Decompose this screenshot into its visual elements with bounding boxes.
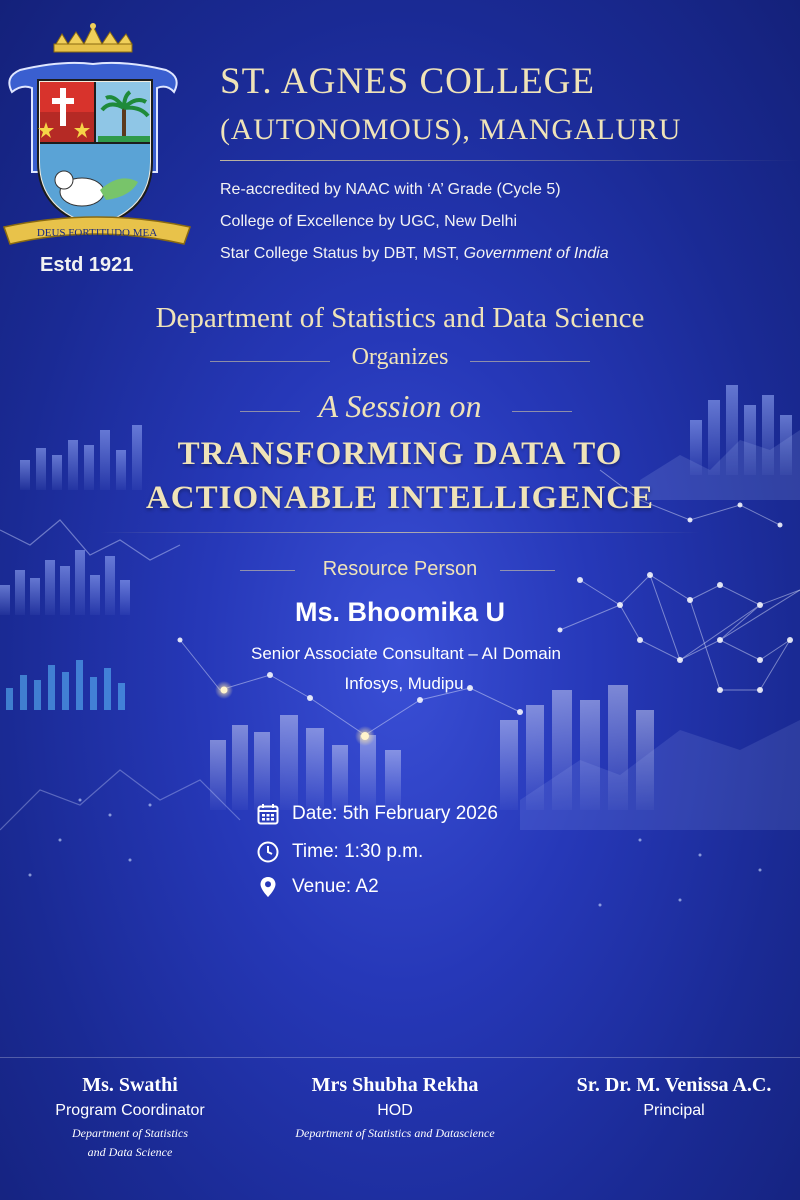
signatory-name: Ms. Swathi xyxy=(82,1074,178,1096)
crest-motto: DEUS FORTITUDO MEA xyxy=(36,227,158,239)
divider-right-session xyxy=(512,411,572,412)
signatory-role: HOD xyxy=(377,1102,413,1119)
resource-person-org: Infosys, Mudipu xyxy=(344,674,464,693)
resource-person-label: Resource Person xyxy=(322,558,478,580)
resource-person-name: Ms. Bhoomika U xyxy=(294,597,506,627)
lower-line-chart xyxy=(0,770,240,830)
event-time xyxy=(256,839,423,865)
signatory-role: Program Coordinator xyxy=(55,1102,205,1119)
crown-icon xyxy=(54,23,132,52)
college-name: ST. AGNES COLLEGE xyxy=(220,61,596,102)
divider-right-resource xyxy=(500,570,555,571)
signatory-dept-line-2: and Data Science xyxy=(87,1145,173,1159)
college-subtitle: (AUTONOMOUS), MANGALURU xyxy=(220,113,682,146)
clock-icon xyxy=(256,840,280,864)
accreditation-dbt-text: Star College Status by DBT, MST, xyxy=(220,245,460,262)
accreditation-ugc: College of Excellence by UGC, New Delhi xyxy=(220,213,518,230)
left-line-chart xyxy=(0,520,180,560)
signatory-hod xyxy=(270,1072,520,1143)
header-divider xyxy=(220,160,800,161)
footer-divider xyxy=(0,1057,800,1058)
college-crest-icon xyxy=(2,22,192,252)
session-title-line-2: ACTIONABLE INTELLIGENCE xyxy=(145,480,655,516)
location-pin-icon xyxy=(256,875,280,899)
event-date xyxy=(256,801,498,827)
signatory-coordinator xyxy=(30,1072,230,1162)
signatory-name: Sr. Dr. M. Venissa A.C. xyxy=(576,1074,772,1096)
accreditation-naac: Re-accredited by NAAC with ‘A’ Grade (Cycle 5) xyxy=(220,181,561,198)
event-venue xyxy=(256,874,379,900)
signatory-role: Principal xyxy=(643,1102,705,1119)
organizes-label: Organizes xyxy=(351,344,449,370)
title-divider xyxy=(100,532,700,533)
event-time-text: Time: 1:30 p.m. xyxy=(292,841,424,862)
accreditation-dbt-gov: Government of India xyxy=(463,245,609,262)
accreditation-dbt xyxy=(220,245,800,263)
signatory-principal xyxy=(548,1072,800,1124)
divider-right-organizes xyxy=(470,361,590,362)
calendar-icon xyxy=(256,802,280,826)
signatory-name: Mrs Shubha Rekha xyxy=(311,1074,479,1096)
signatory-dept-line-1: Department of Statistics xyxy=(72,1126,188,1140)
department-name: Department of Statistics and Data Science xyxy=(155,302,645,334)
session-label: A Session on xyxy=(318,388,482,424)
event-date-text: Date: 5th February 2026 xyxy=(292,803,498,824)
signatory-dept-line-1: Department of Statistics and Datascience xyxy=(295,1126,495,1140)
event-venue-text: Venue: A2 xyxy=(292,876,379,897)
established-year: Estd 1921 xyxy=(40,254,134,276)
resource-person-role: Senior Associate Consultant – AI Domain xyxy=(251,644,561,663)
session-title-line-1: TRANSFORMING DATA TO xyxy=(177,436,623,472)
